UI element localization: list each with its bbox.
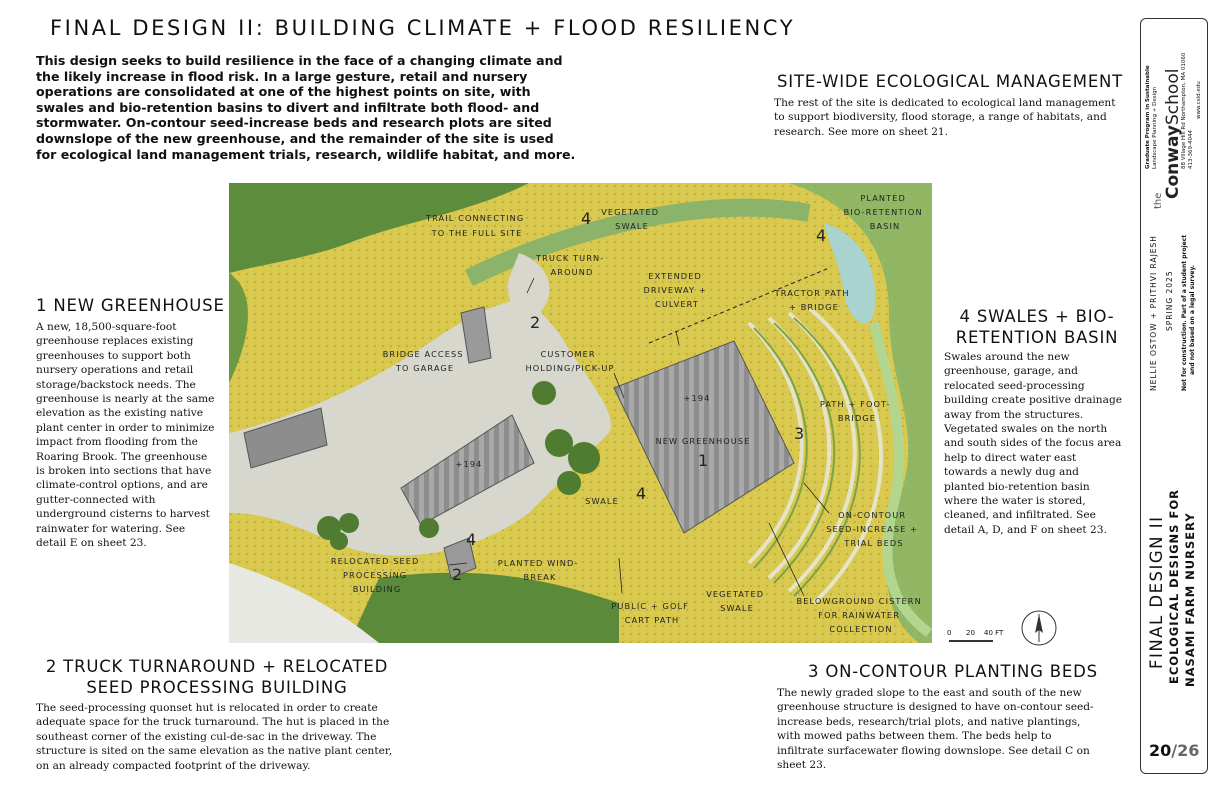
- scale-label-20: 20: [966, 629, 975, 637]
- bioret-label-1: PLANTED: [860, 193, 906, 203]
- disclaimer-2: and not based on a legal survey.: [1189, 264, 1196, 375]
- veg-swale-s-label-2: SWALE: [720, 603, 754, 613]
- cistern-label-1: BELOWGROUND CISTERN: [796, 596, 922, 606]
- title-block: [1140, 18, 1208, 774]
- program-line-2: Landscape Planning + Design: [1152, 86, 1158, 169]
- oncontour-label-3: TRIAL BEDS: [844, 538, 904, 548]
- contour-heading: 3 ON-CONTOUR PLANTING BEDS: [808, 662, 1098, 681]
- sheet-current: 20: [1149, 741, 1172, 760]
- veg-swale-s-label-1: VEGETATED: [706, 589, 765, 599]
- reloc-label-2: PROCESSING: [343, 570, 408, 580]
- north-arrow-icon: [1020, 609, 1058, 647]
- sitewide-heading: SITE-WIDE ECOLOGICAL MANAGEMENT: [777, 72, 1124, 91]
- school-name: Conway: [1163, 125, 1183, 199]
- greenhouse-body: A new, 18,500-square-foot greenhouse replaces existing greenhouses to support both nursery operations and retail storage/backstock needs. The greenhouse is nearly at the same elevation as the existing native plant center in order to minimize impact from flooding from the Roaring Brook. The greenhouse is broken into sections that have climate-control options, and are gutter-connected with underground cisterns to harvest rainwater for watering. See detail E on sheet 23.: [36, 321, 215, 550]
- elevation-greenhouse: +194: [683, 393, 711, 403]
- trail-label-2: TO THE FULL SITE: [431, 228, 523, 238]
- school-phone: 413-369-4044: [1188, 130, 1194, 169]
- ext-drive-label-2: DRIVEWAY +: [643, 285, 707, 295]
- oncontour-label-1: ON-CONTOUR: [838, 510, 907, 520]
- elevation-garage: +194: [455, 459, 483, 469]
- trail-label-1: TRAIL CONNECTING: [425, 213, 525, 223]
- public-label-1: PUBLIC + GOLF: [611, 601, 689, 611]
- school-web: www.csld.edu: [1196, 81, 1202, 119]
- tractor-label-1: TRACTOR PATH: [774, 288, 850, 298]
- disclaimer-1: Not for construction. Part of a student project: [1181, 234, 1188, 391]
- sheet-total: 26: [1177, 741, 1200, 760]
- truck-heading: [36, 656, 398, 698]
- school-address: 88 Village Hill Rd Northampton, MA 01060: [1181, 52, 1187, 169]
- swales-heading-line1: 4 SWALES + BIO-: [959, 307, 1115, 326]
- map-number-4-north: 4: [581, 209, 592, 228]
- page-title: FINAL DESIGN II: BUILDING CLIMATE + FLOOD RESILIENCY: [50, 16, 796, 40]
- reloc-label-3: BUILDING: [352, 584, 402, 594]
- sheet-title: FINAL DESIGN II: [1147, 515, 1166, 669]
- swales-body: Swales around the new greenhouse, garage, and relocated seed-processing building create positive drainage away from the structures. Vegetated swales on the north and south sides of the focus area help to direct water east towards a newly dug and planted bio-retention basin where the water is stored, cleaned, and infiltrated. See detail A, D, and F on sheet 23.: [944, 351, 1122, 536]
- oncontour-label-2: SEED-INCREASE +: [826, 524, 919, 534]
- intro-text: This design seeks to build resilience in the face of a changing climate and the likely increase in flood risk. In a large gesture, retail and nursery operations are consolidated at one of the highest points on site, with swales and bio-retention basins to divert and infiltrate both flood- and stormwater. On-contour seed-increase beds and research plots are sited downslope of the new greenhouse, and the remainder of the site is used for ecological land management trials, research, wildlife habitat, and more.: [36, 53, 576, 162]
- swales-heading-line2: RETENTION BASIN: [955, 328, 1119, 347]
- program-line: Graduate Program in Sustainable: [1145, 65, 1151, 169]
- project-line-1: ECOLOGICAL DESIGNS FOR: [1167, 489, 1181, 684]
- map-number-3-beds: 3: [794, 424, 805, 443]
- scale-label-40: 40 FT: [984, 629, 1004, 637]
- sheet-sep: /: [1171, 741, 1178, 760]
- map-number-2-turnaround: 2: [530, 313, 541, 332]
- truck-body: The seed-processing quonset hut is relocated in order to create adequate space for the truck turnaround. The hut is placed in the southeast corner of the existing cul-de-sac in the driveway. The structure is sited on the same elevation as the native plant center, on an already compacted footprint of the driveway.: [36, 702, 393, 772]
- map-number-2-seed: 2: [452, 565, 463, 584]
- term: SPRING 2025: [1165, 270, 1174, 331]
- customer-label-2: HOLDING/PICK-UP: [525, 363, 615, 373]
- veg-swale-n-label-1: VEGETATED: [601, 207, 660, 217]
- bridge-garage-label-1: BRIDGE ACCESS: [382, 349, 464, 359]
- windbreak-label-1: PLANTED WIND-: [497, 558, 579, 568]
- bridge-garage-label-2: TO GARAGE: [395, 363, 455, 373]
- authors: NELLIE OSTOW + PRITHVI RAJESH: [1149, 235, 1158, 391]
- contour-body: The newly graded slope to the east and south of the new greenhouse structure is designed to have on-contour seed-increase beds, research/trial plots, and native plantings, with mowed paths between them. The beds help to infiltrate surfacewater flowing downslope. See detail C on sheet 23.: [777, 687, 1094, 772]
- sitewide-body: The rest of the site is dedicated to ecological land management to support biodiversity, flood storage, a range of habitats, and research. See more on sheet 21.: [774, 97, 1116, 138]
- reloc-label-1: RELOCATED SEED: [330, 556, 420, 566]
- school-logo: [1163, 69, 1183, 199]
- sheet-number: [1149, 741, 1199, 760]
- school-the: the: [1153, 192, 1164, 209]
- scale-line: [949, 640, 993, 642]
- customer-label-1: CUSTOMER: [540, 349, 596, 359]
- map-number-1-greenhouse: 1: [698, 451, 709, 470]
- site-plan: [229, 183, 932, 643]
- ext-drive-label-1: EXTENDED: [648, 271, 702, 281]
- project-line-2: NASAMI FARM NURSERY: [1183, 512, 1197, 687]
- truck-turn-label-2: AROUND: [550, 267, 594, 277]
- truck-heading-line2: SEED PROCESSING BUILDING: [86, 678, 348, 697]
- swale-label: SWALE: [585, 496, 619, 506]
- windbreak-label-2: BREAK: [523, 572, 557, 582]
- swales-heading: [944, 306, 1130, 348]
- school-name-2: School: [1163, 68, 1183, 125]
- tractor-label-2: + BRIDGE: [789, 302, 839, 312]
- scale-label-0: 0: [947, 629, 952, 637]
- map-number-4-basin: 4: [816, 226, 827, 245]
- path-foot-label-1: PATH + FOOT-: [819, 399, 891, 409]
- map-number-4-swale: 4: [636, 484, 647, 503]
- new-gh-label: NEW GREENHOUSE: [655, 436, 751, 446]
- map-number-4-garage: 4: [466, 530, 477, 549]
- cistern-label-2: FOR RAINWATER: [818, 610, 901, 620]
- path-foot-label-2: BRIDGE: [837, 413, 877, 423]
- truck-heading-line1: 2 TRUCK TURNAROUND + RELOCATED: [45, 657, 389, 676]
- cistern-label-3: COLLECTION: [829, 624, 893, 634]
- bioret-label-3: BASIN: [869, 221, 901, 231]
- bioret-label-2: BIO-RETENTION: [843, 207, 923, 217]
- scale-bar: [947, 629, 1007, 643]
- veg-swale-n-label-2: SWALE: [615, 221, 649, 231]
- greenhouse-heading: 1 NEW GREENHOUSE: [36, 296, 225, 315]
- truck-turn-label-1: TRUCK TURN-: [536, 253, 605, 263]
- public-label-2: CART PATH: [624, 615, 680, 625]
- ext-drive-label-3: CULVERT: [655, 299, 699, 309]
